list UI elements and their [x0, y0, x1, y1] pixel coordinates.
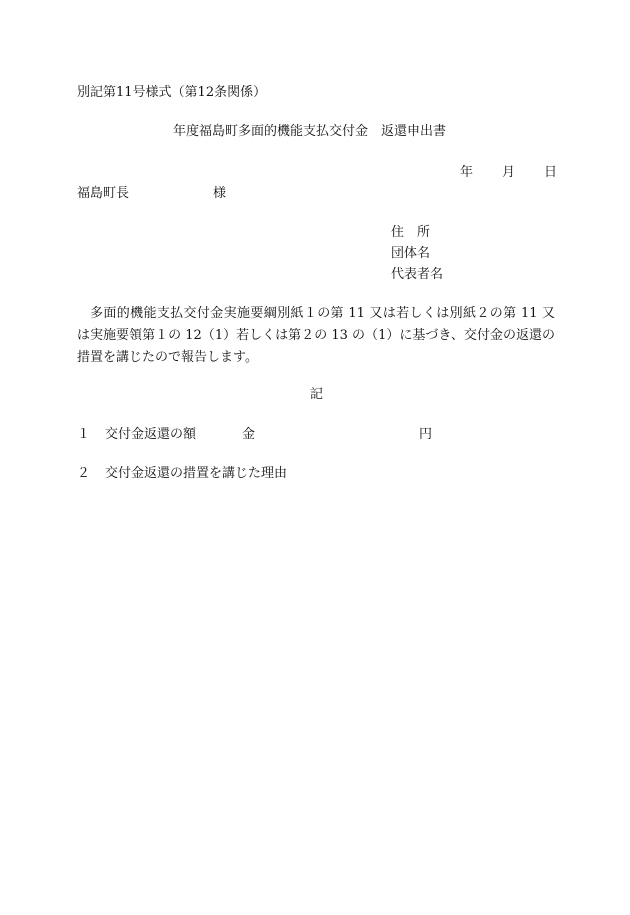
address-label: 住 所	[391, 225, 431, 240]
representative-label: 代表者名	[391, 267, 444, 282]
form-label: 別記第11号様式（第12条関係）	[77, 85, 267, 100]
document-title: 年度福島町多面的機能支払交付金 返還申出書	[173, 124, 447, 139]
item-2-label: 交付金返還の措置を講じた理由	[105, 466, 288, 481]
item-2-number: ２	[77, 466, 91, 481]
item-1-number: １	[77, 427, 91, 442]
organization-label: 団体名	[391, 246, 431, 261]
item-1-label: 交付金返還の額	[105, 427, 197, 442]
item-1-amount-prefix: 金	[242, 427, 256, 442]
body-paragraph: 多面的機能支払交付金実施要綱別紙１の第 11 又は若しくは別紙２の第 11 又は実施要領第１の 12（1）若しくは第２の 13 の（1）に基づき、交付金の返還の措置を講じたので報告します。	[77, 306, 555, 365]
addressee-honorific: 様	[213, 186, 227, 201]
date-month-label: 月	[502, 165, 516, 180]
record-heading: 記	[310, 387, 324, 402]
date-day-label: 日	[544, 165, 558, 180]
date-year-label: 年	[460, 165, 474, 180]
addressee-name: 福島町長	[77, 186, 130, 201]
item-1-amount-unit: 円	[419, 427, 433, 442]
